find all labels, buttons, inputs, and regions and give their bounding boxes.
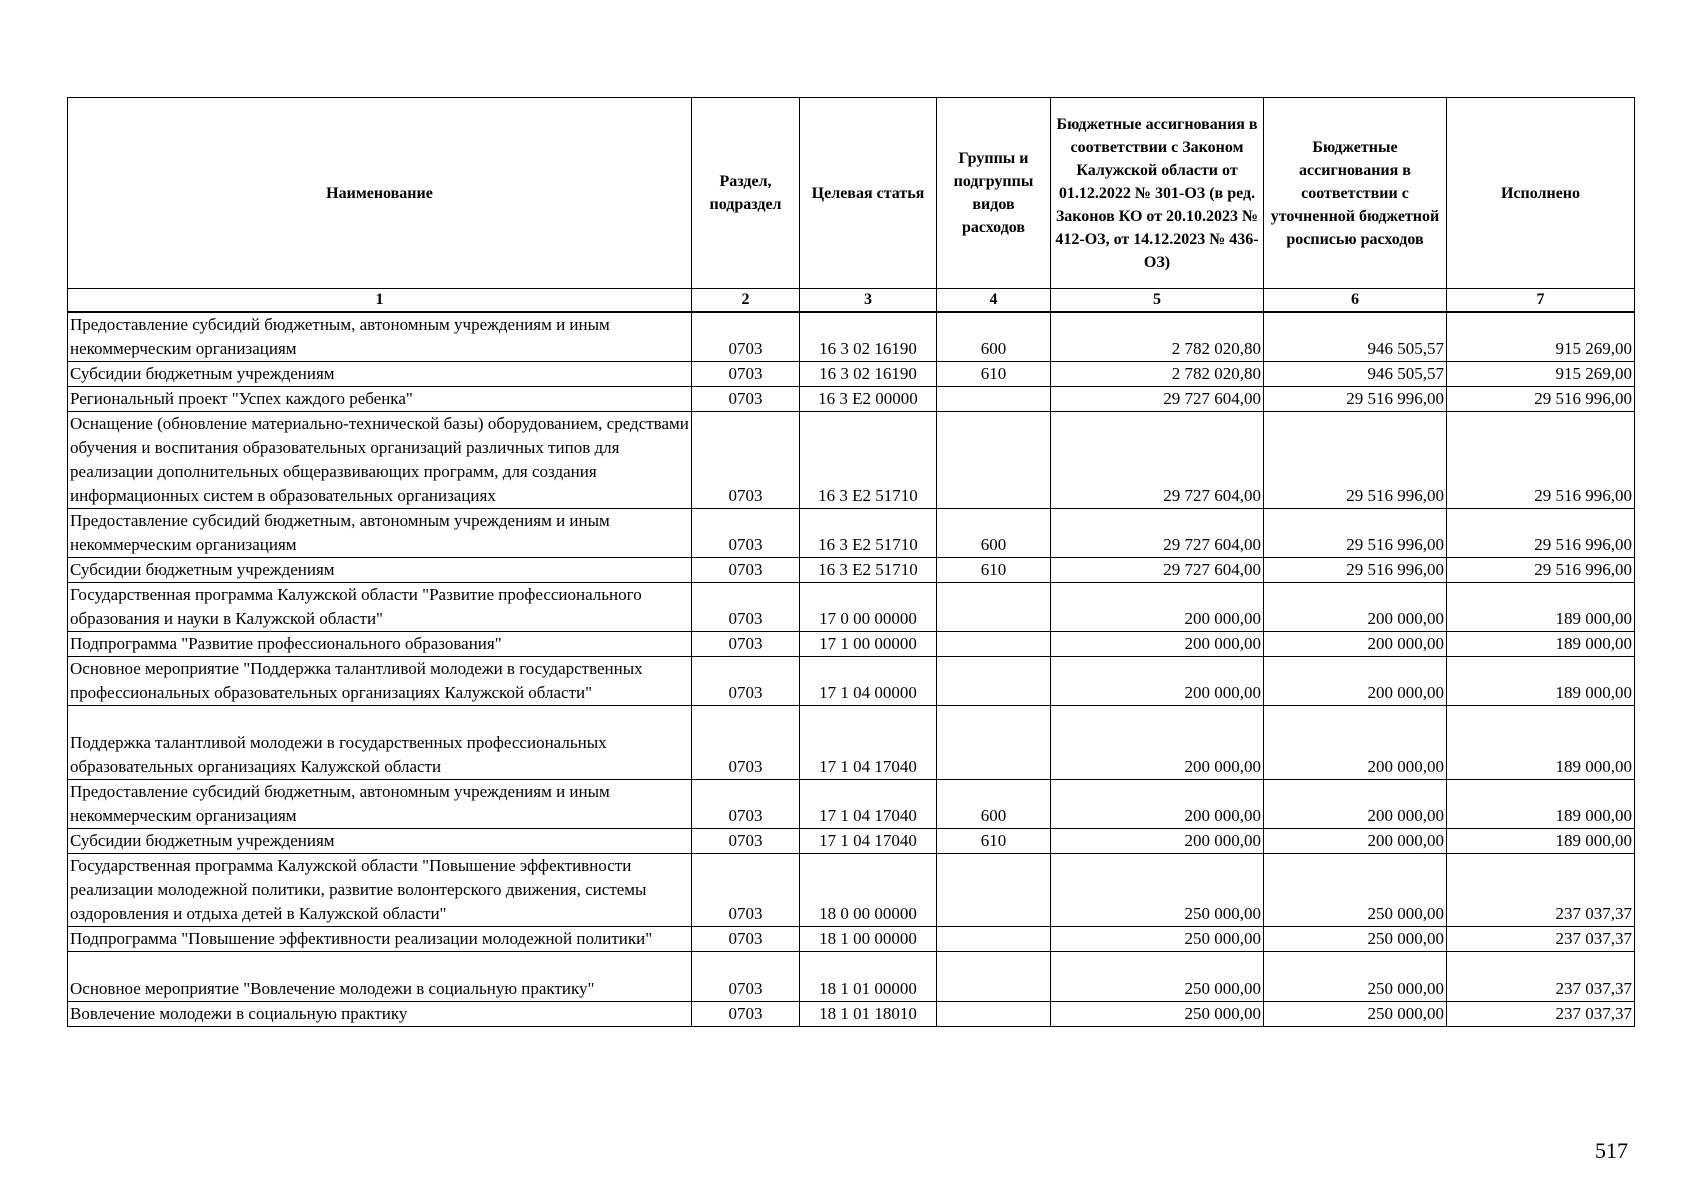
row-revised-allocation: 250 000,00 [1264,1002,1447,1027]
row-law-allocation: 250 000,00 [1051,927,1264,952]
row-target-article: 18 0 00 00000 [800,854,937,927]
row-executed: 189 000,00 [1447,583,1635,632]
row-name: Предоставление субсидий бюджетным, автономным учреждениям и иным некоммерческим организациям [68,509,692,558]
row-target-article: 17 1 04 17040 [800,780,937,829]
row-executed: 237 037,37 [1447,854,1635,927]
row-section: 0703 [692,312,800,362]
row-expense-group [937,927,1051,952]
row-section: 0703 [692,657,800,706]
row-expense-group: 610 [937,362,1051,387]
row-revised-allocation: 200 000,00 [1264,706,1447,780]
column-header-law-allocation: Бюджетные ассигнования в соответствии с Законом Калужской области от 01.12.2022 № 301-ОЗ (в ред. Законов КО от 20.10.2023 № 412-ОЗ, от 14.12.2023 № 436-ОЗ) [1051,98,1264,289]
row-name: Основное мероприятие "Поддержка талантливой молодежи в государственных профессиональных образовательных организациях Калужской области" [68,657,692,706]
row-expense-group [937,657,1051,706]
row-expense-group: 610 [937,829,1051,854]
row-expense-group: 610 [937,558,1051,583]
row-section: 0703 [692,1002,800,1027]
row-name: Предоставление субсидий бюджетным, автономным учреждениям и иным некоммерческим организациям [68,780,692,829]
row-revised-allocation: 200 000,00 [1264,829,1447,854]
column-header-name: Наименование [68,98,692,289]
row-law-allocation: 29 727 604,00 [1051,509,1264,558]
row-target-article: 17 1 04 17040 [800,706,937,780]
row-target-article: 16 3 E2 00000 [800,387,937,412]
row-law-allocation: 200 000,00 [1051,780,1264,829]
row-law-allocation: 200 000,00 [1051,583,1264,632]
row-section: 0703 [692,362,800,387]
table-row [68,657,1635,706]
column-number: 7 [1447,289,1635,313]
row-target-article: 17 0 00 00000 [800,583,937,632]
table-row [68,927,1635,952]
row-law-allocation: 200 000,00 [1051,632,1264,657]
row-name: Вовлечение молодежи в социальную практику [68,1002,692,1027]
column-number: 4 [937,289,1051,313]
row-target-article: 16 3 E2 51710 [800,412,937,509]
row-revised-allocation: 29 516 996,00 [1264,387,1447,412]
table-header-row [68,98,1635,289]
row-section: 0703 [692,412,800,509]
row-name: Субсидии бюджетным учреждениям [68,829,692,854]
column-number-row [68,289,1635,313]
row-expense-group [937,583,1051,632]
table-row [68,412,1635,509]
row-law-allocation: 200 000,00 [1051,706,1264,780]
row-executed: 189 000,00 [1447,657,1635,706]
row-target-article: 18 1 01 18010 [800,1002,937,1027]
row-executed: 237 037,37 [1447,952,1635,1002]
row-name: Региональный проект "Успех каждого ребенка" [68,387,692,412]
row-name: Подпрограмма "Развитие профессионального образования" [68,632,692,657]
row-expense-group: 600 [937,312,1051,362]
row-target-article: 18 1 00 00000 [800,927,937,952]
row-name: Субсидии бюджетным учреждениям [68,362,692,387]
row-name: Предоставление субсидий бюджетным, автономным учреждениям и иным некоммерческим организациям [68,312,692,362]
table-row [68,583,1635,632]
row-executed: 29 516 996,00 [1447,387,1635,412]
row-expense-group [937,952,1051,1002]
row-executed: 189 000,00 [1447,632,1635,657]
row-target-article: 17 1 04 17040 [800,829,937,854]
row-law-allocation: 250 000,00 [1051,952,1264,1002]
row-name: Подпрограмма "Повышение эффективности реализации молодежной политики" [68,927,692,952]
row-section: 0703 [692,829,800,854]
table-body [68,312,1635,1027]
row-executed: 29 516 996,00 [1447,558,1635,583]
row-law-allocation: 200 000,00 [1051,657,1264,706]
row-expense-group [937,854,1051,927]
table-row [68,558,1635,583]
row-expense-group [937,412,1051,509]
table-row [68,387,1635,412]
row-target-article: 16 3 E2 51710 [800,509,937,558]
row-executed: 237 037,37 [1447,927,1635,952]
budget-execution-table [67,97,1635,1027]
table-row [68,509,1635,558]
row-revised-allocation: 200 000,00 [1264,657,1447,706]
row-revised-allocation: 250 000,00 [1264,927,1447,952]
row-name: Государственная программа Калужской области "Развитие профессионального образования и науки в Калужской области" [68,583,692,632]
row-section: 0703 [692,706,800,780]
row-section: 0703 [692,387,800,412]
row-executed: 237 037,37 [1447,1002,1635,1027]
column-number: 6 [1264,289,1447,313]
row-expense-group [937,706,1051,780]
row-section: 0703 [692,927,800,952]
column-header-revised-allocation: Бюджетные ассигнования в соответствии с уточненной бюджетной росписью расходов [1264,98,1447,289]
row-revised-allocation: 29 516 996,00 [1264,558,1447,583]
row-section: 0703 [692,632,800,657]
row-expense-group [937,387,1051,412]
column-number: 2 [692,289,800,313]
column-number: 1 [68,289,692,313]
row-name: Основное мероприятие "Вовлечение молодежи в социальную практику" [68,952,692,1002]
row-law-allocation: 2 782 020,80 [1051,362,1264,387]
row-revised-allocation: 946 505,57 [1264,362,1447,387]
row-law-allocation: 250 000,00 [1051,1002,1264,1027]
row-target-article: 16 3 E2 51710 [800,558,937,583]
row-expense-group [937,632,1051,657]
column-number: 3 [800,289,937,313]
row-executed: 915 269,00 [1447,312,1635,362]
column-number: 5 [1051,289,1264,313]
row-expense-group: 600 [937,780,1051,829]
row-section: 0703 [692,854,800,927]
table-row [68,362,1635,387]
row-target-article: 17 1 04 00000 [800,657,937,706]
row-name: Оснащение (обновление материально-технической базы) оборудованием, средствами обучения и воспитания образовательных организаций различных типов для реализации дополнительных общеразвивающих программ, для создания информационных систем в образовательных организациях [68,412,692,509]
page-number: 517 [1595,1138,1628,1163]
table-row [68,854,1635,927]
table-row [68,952,1635,1002]
table-row [68,1002,1635,1027]
row-name: Субсидии бюджетным учреждениям [68,558,692,583]
row-section: 0703 [692,780,800,829]
row-revised-allocation: 200 000,00 [1264,780,1447,829]
column-header-target-article: Целевая статья [800,98,937,289]
row-executed: 189 000,00 [1447,780,1635,829]
row-executed: 29 516 996,00 [1447,412,1635,509]
row-revised-allocation: 200 000,00 [1264,632,1447,657]
row-revised-allocation: 29 516 996,00 [1264,509,1447,558]
column-header-section: Раздел, подраздел [692,98,800,289]
row-expense-group: 600 [937,509,1051,558]
row-expense-group [937,1002,1051,1027]
row-revised-allocation: 250 000,00 [1264,952,1447,1002]
column-header-expense-group: Группы и подгруппы видов расходов [937,98,1051,289]
row-law-allocation: 200 000,00 [1051,829,1264,854]
row-revised-allocation: 250 000,00 [1264,854,1447,927]
row-revised-allocation: 946 505,57 [1264,312,1447,362]
column-header-executed: Исполнено [1447,98,1635,289]
row-law-allocation: 29 727 604,00 [1051,412,1264,509]
row-law-allocation: 29 727 604,00 [1051,387,1264,412]
table-row [68,312,1635,362]
table-row [68,829,1635,854]
row-executed: 189 000,00 [1447,706,1635,780]
row-revised-allocation: 29 516 996,00 [1264,412,1447,509]
row-target-article: 18 1 01 00000 [800,952,937,1002]
table-row [68,706,1635,780]
row-target-article: 16 3 02 16190 [800,312,937,362]
row-section: 0703 [692,509,800,558]
row-target-article: 16 3 02 16190 [800,362,937,387]
row-section: 0703 [692,558,800,583]
row-name: Поддержка талантливой молодежи в государственных профессиональных образовательных организациях Калужской области [68,706,692,780]
row-law-allocation: 29 727 604,00 [1051,558,1264,583]
table-row [68,780,1635,829]
row-executed: 915 269,00 [1447,362,1635,387]
row-section: 0703 [692,952,800,1002]
row-revised-allocation: 200 000,00 [1264,583,1447,632]
table-row [68,632,1635,657]
row-target-article: 17 1 00 00000 [800,632,937,657]
row-law-allocation: 250 000,00 [1051,854,1264,927]
row-law-allocation: 2 782 020,80 [1051,312,1264,362]
row-name: Государственная программа Калужской области "Повышение эффективности реализации молодежной политики, развитие волонтерского движения, системы оздоровления и отдыха детей в Калужской области" [68,854,692,927]
row-executed: 189 000,00 [1447,829,1635,854]
row-section: 0703 [692,583,800,632]
row-executed: 29 516 996,00 [1447,509,1635,558]
